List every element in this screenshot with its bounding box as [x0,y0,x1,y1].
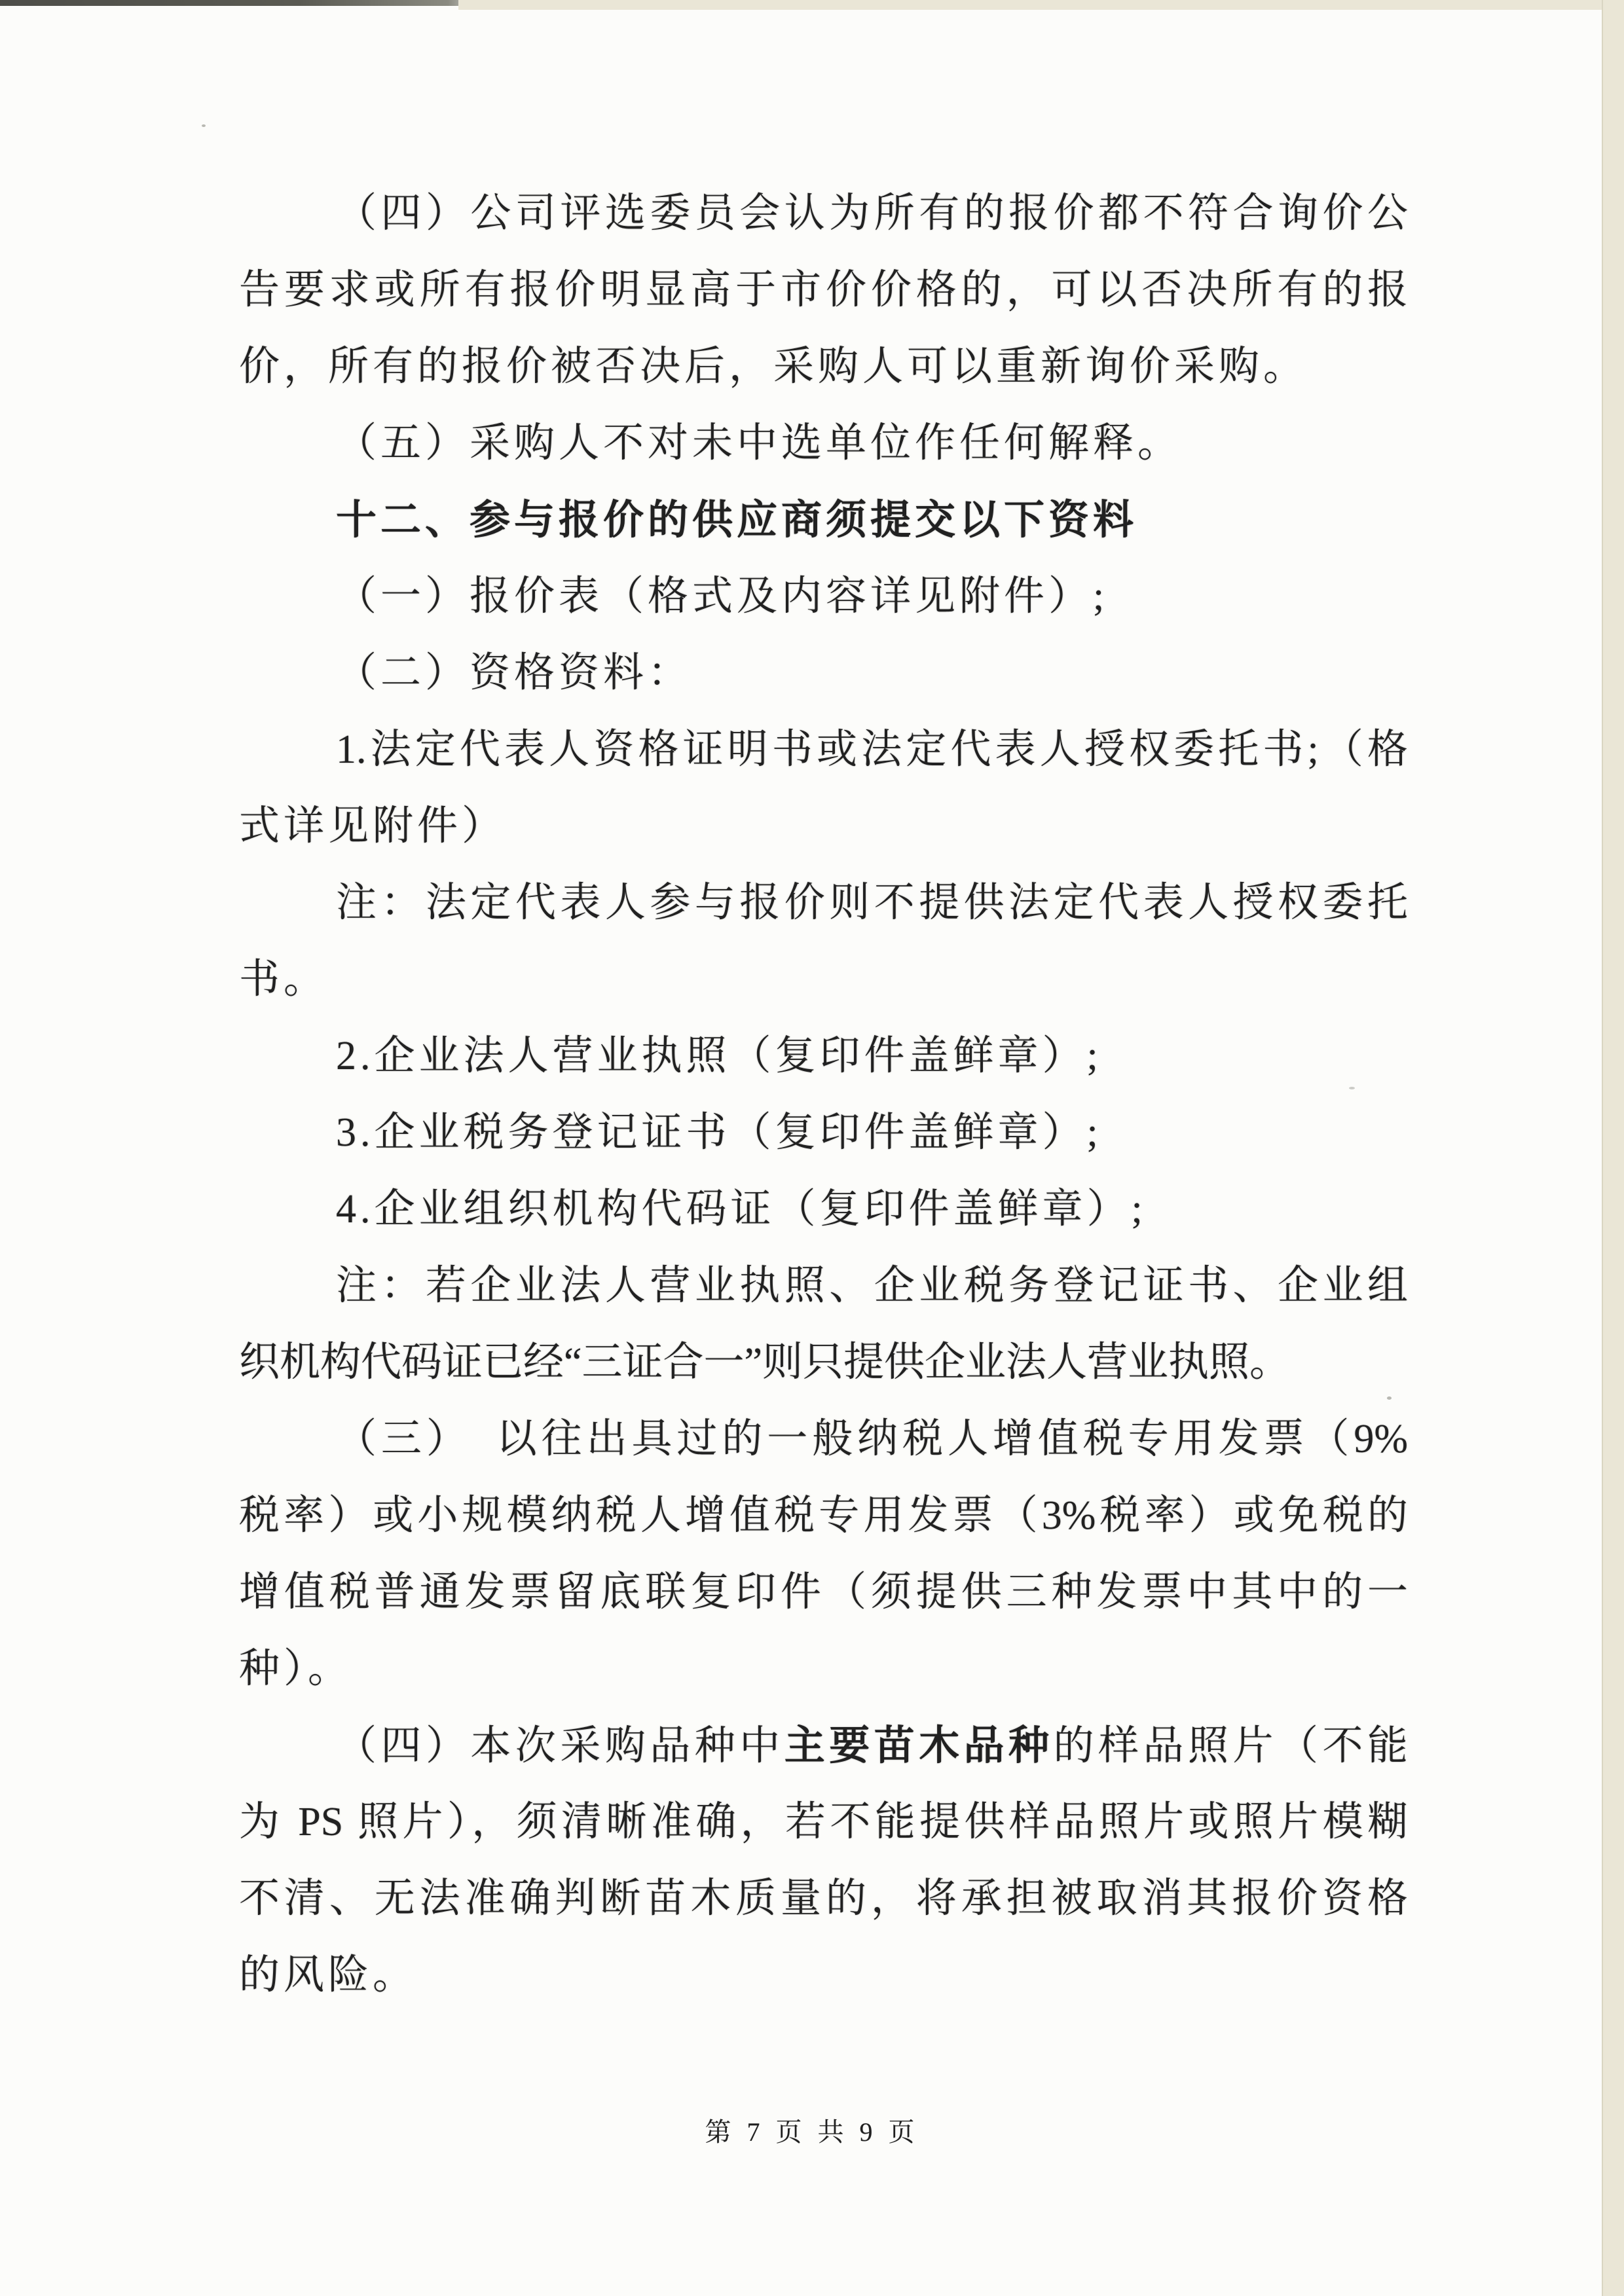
text-segment: 3.企业税务登记证书（复印件盖鲜章）; [336,1110,1102,1155]
text-segment: 价，所有的报价被否决后，采购人可以重新询价采购。 [239,344,1308,389]
text-segment: 不清、无法准确判断苗木质量的，将承担被取消其报价资格 [239,1876,1408,1921]
text-segment: 种）。 [239,1647,353,1691]
text-segment: （三） 以往出具过的一般纳税人增值税专用发票（9% [336,1417,1408,1461]
text-segment: （五）采购人不对未中选单位作任何解释。 [336,421,1183,465]
text-line [239,712,1408,788]
text-segment: 1.法定代表人资格证明书或法定代表人授权委托书;（格 [336,727,1408,772]
text-segment: （四）本次采购品种中 [336,1724,784,1768]
text-segment: （四）公司评选委员会认为所有的报价都不符合询价公 [336,191,1408,236]
text-line [239,1861,1408,1937]
text-segment: 增值税普通发票留底联复印件（须提供三种发票中其中的一 [239,1570,1408,1614]
scan-edge-artifact-top [458,0,1624,10]
text-segment: 税率）或小规模纳税人增值税专用发票（3%税率）或免税的 [239,1493,1408,1538]
section-heading-line [239,482,1408,558]
text-segment: 注：若企业法人营业执照、企业税务登记证书、企业组 [336,1264,1408,1308]
text-segment: 织机构代码证已经“三证合一”则只提供企业法人营业执照。 [239,1340,1291,1385]
text-line [239,405,1408,482]
text-segment: （一）报价表（格式及内容详见附件）; [336,574,1109,619]
text-line [239,175,1408,252]
text-line [239,941,1408,1018]
text-line [239,329,1408,405]
text-line [239,788,1408,865]
text-line [239,1937,1408,2014]
text-line [239,635,1408,712]
text-line [239,1248,1408,1324]
text-line [239,1171,1408,1248]
text-line [239,1478,1408,1554]
page-number-text: 第 7 页 共 9 页 [705,2117,919,2147]
text-segment: （二）资格资料： [336,651,693,695]
text-segment: 注：法定代表人参与报价则不提供法定代表人授权委托 [336,881,1408,925]
text-segment: 的样品照片（不能 [1053,1724,1408,1768]
emphasized-text: 十二、参与报价的供应商须提交以下资料 [336,498,1138,543]
text-line [239,1324,1408,1401]
text-segment: 2.企业法人营业执照（复印件盖鲜章）; [336,1034,1102,1078]
text-segment: 书。 [239,957,329,1002]
text-line [239,1095,1408,1171]
text-line [239,1401,1408,1478]
text-segment: 为 PS 照片），须清晰准确，若不能提供样品照片或照片模糊 [239,1800,1408,1844]
text-segment: 的风险。 [239,1953,418,1997]
text-line [239,1018,1408,1095]
document-body [239,175,1408,2014]
text-line [239,1554,1408,1631]
page-footer [0,2109,1624,2155]
text-segment: 4.企业组织机构代码证（复印件盖鲜章）; [336,1187,1147,1231]
scan-speckle [202,124,206,127]
emphasized-text: 主要苗木品种 [784,1723,1054,1768]
text-line [239,1784,1408,1861]
text-line [239,865,1408,941]
text-line [239,1631,1408,1707]
text-line [239,252,1408,329]
text-line [239,1707,1408,1784]
scan-edge-artifact-right [1602,0,1624,2296]
text-line [239,558,1408,635]
text-segment: 告要求或所有报价明显高于市价价格的，可以否决所有的报 [239,268,1408,312]
scan-edge-artifact-top-left [0,0,498,6]
text-segment: 式详见附件） [239,804,507,848]
